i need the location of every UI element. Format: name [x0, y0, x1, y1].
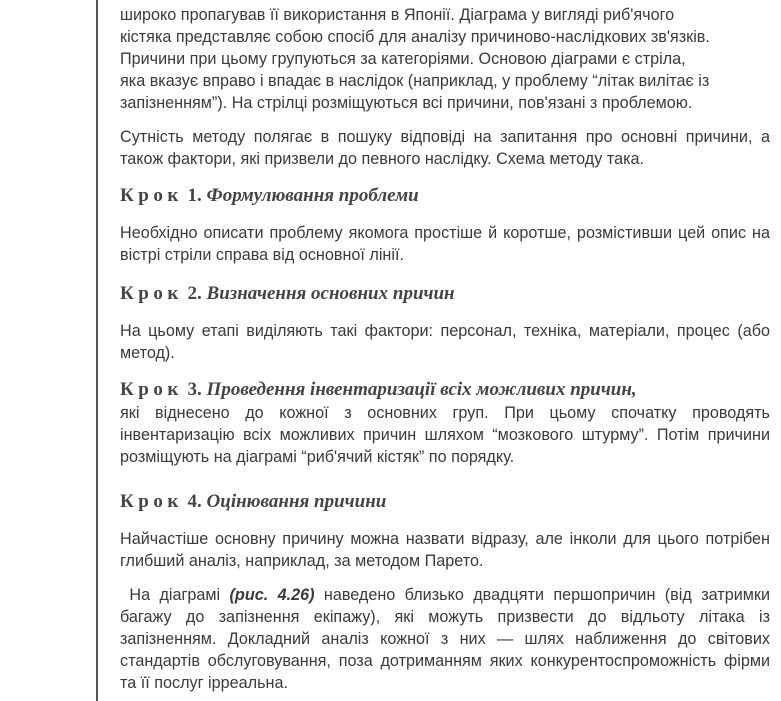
step-3-text: які віднесено до кожної з основних груп. При цьому спочатку проводять інвентаризацію всіх можливих причин шляхом “мозкового штурму”. Потім причини розміщують на діаграмі “риб'ячий кістяк” по порядку.	[120, 404, 770, 466]
step-word: Крок	[120, 379, 183, 400]
text-line: запізненням”). На стрілці розміщуються всі причини, пов'язані з проблемою.	[120, 94, 693, 112]
step-4-heading	[120, 490, 770, 514]
step-title: Проведення інвентаризації всіх можливих причин,	[206, 379, 637, 400]
step-number: 4.	[187, 491, 202, 512]
step-1-heading	[120, 184, 770, 208]
step-1-text: Необхідно описати проблему якомога простіше й коротше, розмістивши цей опис на вістрі стріли справа від основної лінії.	[120, 224, 770, 264]
step-title: Оцінювання причини	[206, 491, 387, 512]
step-number: 1.	[187, 185, 202, 206]
paragraph-rest: наведено близько двадцяти першопричин (від затримки багажу до запізнення екіпажу), які можуть призвести до відльоту літака із запізненням. Докладний аналіз кожної з них — шлях наближення до світових стандартів обслуговування, поза дотриманням яких конкурентоспроможність фірми та її послуг ірреальна.	[120, 586, 770, 692]
text-line: яка вказує вправо і впадає в наслідок (наприклад, у проблему “літак вилітає із	[120, 72, 710, 90]
step-title: Визначення основних причин	[206, 283, 455, 304]
step-number: 3.	[187, 379, 202, 400]
step-word: Крок	[120, 283, 183, 304]
text-line: широко пропагував її використання в Японії. Діаграма у вигляді риб'ячого	[120, 6, 675, 24]
paragraph-lead: На діаграмі	[129, 586, 230, 604]
step-2-text: На цьому етапі виділяють такі фактори: персонал, техніка, матеріали, процес (або метод).	[120, 322, 770, 362]
step-2-heading	[120, 282, 770, 306]
step-word: Крок	[120, 491, 183, 512]
step-3-heading	[120, 378, 770, 402]
step-4-text: Найчастіше основну причину можна назвати відразу, але інколи для цього потрібен глибший аналіз, наприклад, за методом Парето.	[120, 530, 770, 570]
step-number: 2.	[187, 283, 202, 304]
paragraph-fishbone-intro	[120, 4, 770, 114]
step-title: Формулювання проблеми	[206, 185, 419, 206]
step-word: Крок	[120, 185, 183, 206]
page-content	[120, 4, 770, 694]
paragraph-figure-reference	[120, 584, 770, 694]
page-margin-rule	[96, 0, 98, 701]
figure-reference-link[interactable]: (рис. 4.26)	[229, 586, 315, 604]
paragraph-method-essence: Сутність методу полягає в пошуку відповіді на запитання про основні причини, а також фактори, які призвели до певного наслідку. Схема методу така.	[120, 128, 770, 168]
text-line: кістяка представляє собою спосіб для аналізу причиново-наслідкових зв'язків.	[120, 28, 710, 46]
text-line: Причини при цьому групуються за категоріями. Основою діаграми є стріла,	[120, 50, 686, 68]
